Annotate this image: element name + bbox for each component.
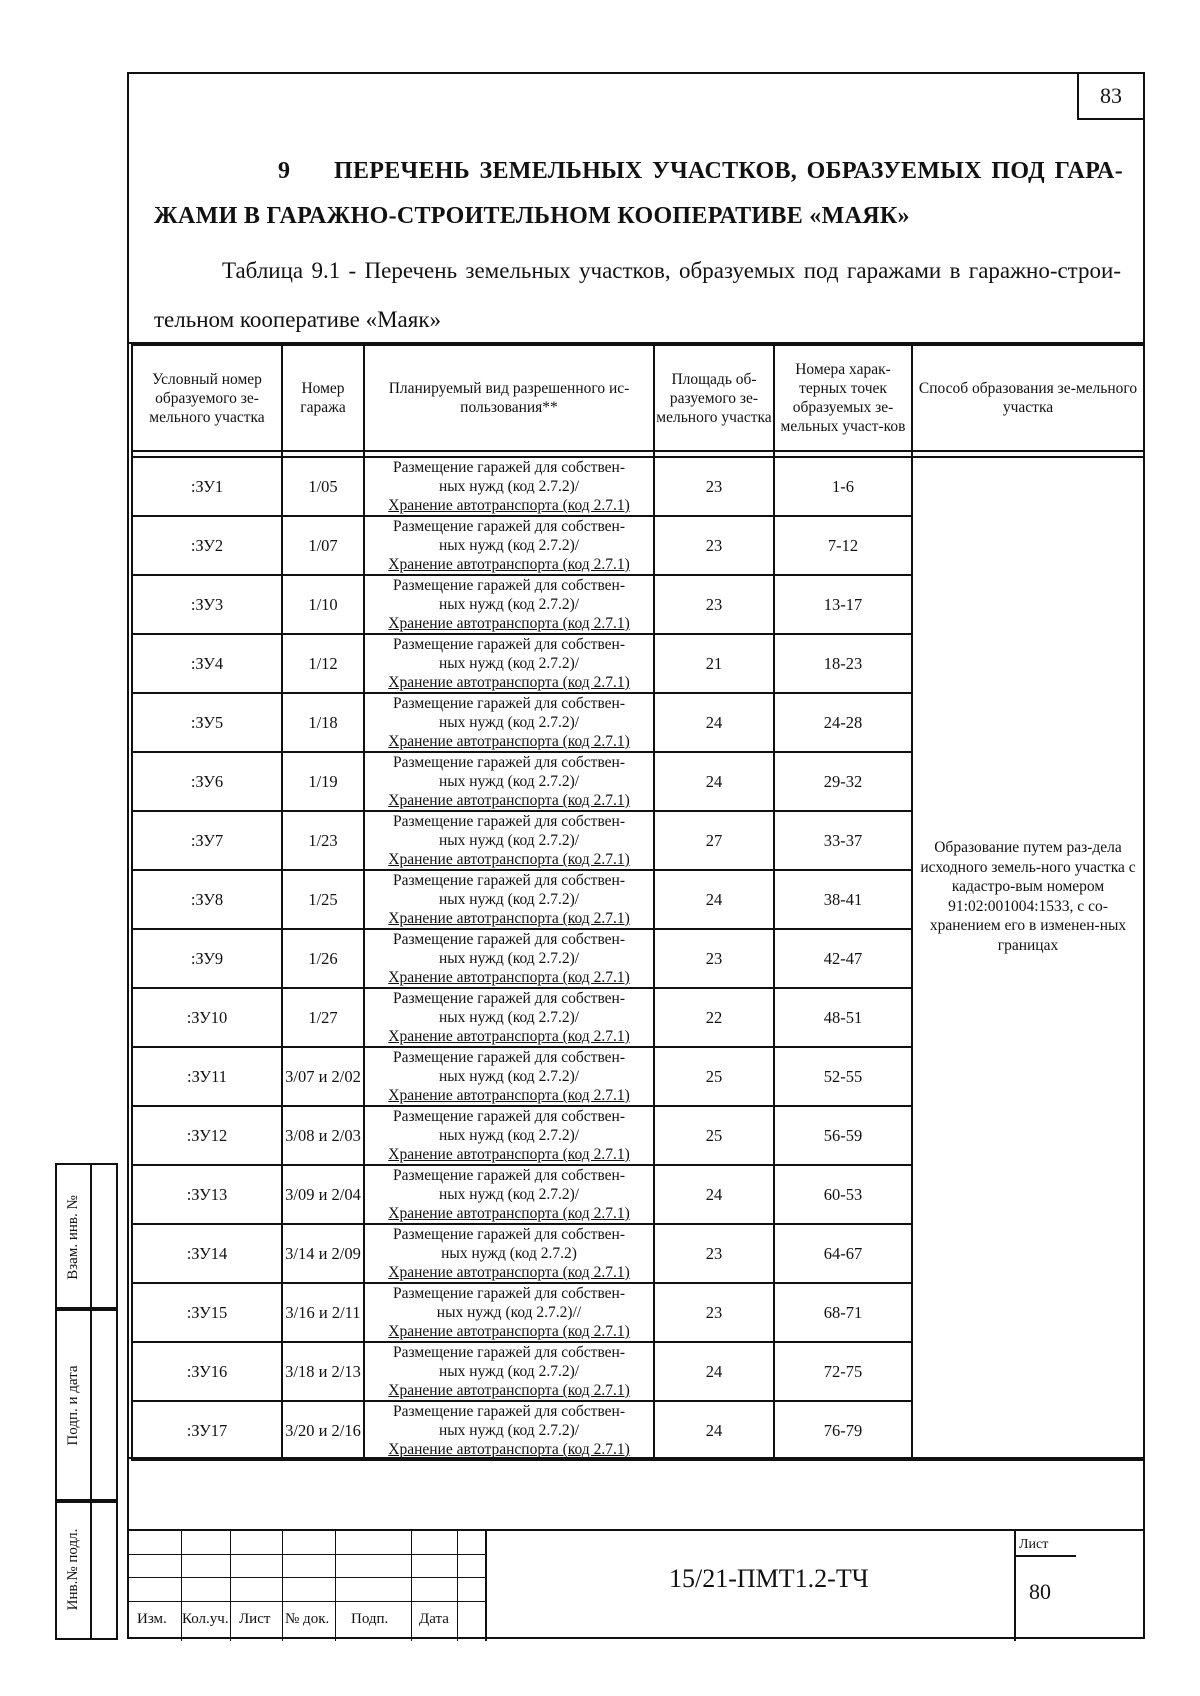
cell-area: 24 <box>654 1165 774 1224</box>
permitted-use-line: ных нужд (код 2.7.2)/ <box>438 714 580 731</box>
cell-plot-number: :ЗУ8 <box>132 870 282 929</box>
sheet-number: 80 <box>1029 1579 1051 1604</box>
permitted-use-line: Хранение автотранспорта (код 2.7.1) <box>388 674 630 691</box>
cell-characteristic-points: 24-28 <box>774 693 912 752</box>
section-title: ПЕРЕЧЕНЬ ЗЕМЕЛЬНЫХ УЧАСТКОВ, ОБРАЗУЕМЫХ ПОД ГАРА-ЖАМИ В ГАРАЖНО-СТРОИТЕЛЬНОМ КООПЕРАТИВЕ «МАЯК» <box>154 158 1123 229</box>
margin-label-cell <box>57 1503 92 1638</box>
cell-characteristic-points: 64-67 <box>774 1224 912 1283</box>
permitted-use-line: ных нужд (код 2.7.2)/ <box>438 1186 580 1203</box>
permitted-use-line: Размещение гаражей для собствен- <box>392 1403 626 1420</box>
permitted-use-line: Хранение автотранспорта (код 2.7.1) <box>388 1382 630 1399</box>
cell-area: 25 <box>654 1106 774 1165</box>
permitted-use-line: Хранение автотранспорта (код 2.7.1) <box>388 615 630 632</box>
margin-stamp-inventory <box>55 1501 118 1640</box>
cell-garage-number: 1/05 <box>282 457 364 516</box>
cell-garage-number: 3/16 и 2/11 <box>282 1283 364 1342</box>
cell-permitted-use <box>364 929 654 988</box>
stamp-label-date: Дата <box>419 1611 449 1627</box>
permitted-use-line: Хранение автотранспорта (код 2.7.1) <box>388 969 630 986</box>
cell-garage-number: 1/18 <box>282 693 364 752</box>
permitted-use-line: Размещение гаражей для собствен- <box>392 1226 626 1243</box>
cell-permitted-use <box>364 516 654 575</box>
permitted-use-line: ных нужд (код 2.7.2)/ <box>438 832 580 849</box>
cell-garage-number: 3/14 и 2/09 <box>282 1224 364 1283</box>
cell-permitted-use <box>364 575 654 634</box>
permitted-use-line: Хранение автотранспорта (код 2.7.1) <box>388 1087 630 1104</box>
stamp-col-line <box>282 1529 283 1641</box>
stamp-col-line <box>457 1529 458 1641</box>
cell-area: 23 <box>654 575 774 634</box>
cell-area: 23 <box>654 516 774 575</box>
section-number: 9 <box>278 158 291 184</box>
permitted-use-line: Размещение гаражей для собствен- <box>392 459 626 476</box>
stamp-col-line <box>230 1529 231 1641</box>
cell-permitted-use <box>364 457 654 516</box>
cell-characteristic-points: 56-59 <box>774 1106 912 1165</box>
cell-area: 24 <box>654 752 774 811</box>
cell-permitted-use <box>364 1283 654 1342</box>
permitted-use-line: Хранение автотранспорта (код 2.7.1) <box>388 497 630 514</box>
permitted-use-line: Хранение автотранспорта (код 2.7.1) <box>388 910 630 927</box>
cell-plot-number: :ЗУ10 <box>132 988 282 1047</box>
cell-plot-number: :ЗУ15 <box>132 1283 282 1342</box>
permitted-use-line: Хранение автотранспорта (код 2.7.1) <box>388 556 630 573</box>
stamp-col-line <box>485 1529 487 1641</box>
permitted-use-line: Хранение автотранспорта (код 2.7.1) <box>388 733 630 750</box>
stamp-row-line <box>129 1554 485 1555</box>
permitted-use-line: Размещение гаражей для собствен- <box>392 1344 626 1361</box>
margin-stamp-signature-date <box>55 1309 118 1501</box>
permitted-use-line: ных нужд (код 2.7.2)/ <box>438 891 580 908</box>
stamp-top-rule <box>129 1457 1143 1459</box>
permitted-use-line: Хранение автотранспорта (код 2.7.1) <box>388 1441 630 1458</box>
cell-permitted-use <box>364 1342 654 1401</box>
cell-plot-number: :ЗУ2 <box>132 516 282 575</box>
permitted-use-line: ных нужд (код 2.7.2)/ <box>438 950 580 967</box>
header-area: Площадь об-разуемого зе-мельного участка <box>654 345 774 451</box>
cell-characteristic-points: 60-53 <box>774 1165 912 1224</box>
cell-area: 24 <box>654 693 774 752</box>
permitted-use-line: Размещение гаражей для собствен- <box>392 754 626 771</box>
permitted-use-line: Размещение гаражей для собствен- <box>392 990 626 1007</box>
cell-garage-number: 1/26 <box>282 929 364 988</box>
sheet-box-rule <box>1016 1555 1076 1557</box>
header-formation-method: Способ образования зе-мельного участка <box>912 345 1144 451</box>
stamp-label-sheet: Лист <box>239 1611 271 1627</box>
cell-area: 23 <box>654 1224 774 1283</box>
sheet-label: Лист <box>1019 1537 1049 1552</box>
permitted-use-line: ных нужд (код 2.7.2)/ <box>438 773 580 790</box>
header-garage-number: Номер гаража <box>282 345 364 451</box>
cell-garage-number: 3/07 и 2/02 <box>282 1047 364 1106</box>
cell-plot-number: :ЗУ4 <box>132 634 282 693</box>
permitted-use-line: Размещение гаражей для собствен- <box>392 1049 626 1066</box>
stamp-label-count: Кол.уч. <box>182 1611 229 1627</box>
margin-label-inventory: Инв.№ подл. <box>65 1528 81 1611</box>
permitted-use-line: Размещение гаражей для собствен- <box>392 695 626 712</box>
cell-permitted-use <box>364 1224 654 1283</box>
table-caption: Таблица 9.1 - Перечень земельных участков, образуемых под гаражами в гаражно-строи-тельном кооперативе «Маяк» <box>154 258 1121 332</box>
permitted-use-line: Размещение гаражей для собствен- <box>392 577 626 594</box>
permitted-use-line: Размещение гаражей для собствен- <box>392 1167 626 1184</box>
cell-area: 27 <box>654 811 774 870</box>
cell-characteristic-points: 18-23 <box>774 634 912 693</box>
cell-plot-number: :ЗУ9 <box>132 929 282 988</box>
header-plot-number: Условный номер образуемого зе-мельного участка <box>132 345 282 451</box>
permitted-use-line: Хранение автотранспорта (код 2.7.1) <box>388 1146 630 1163</box>
cell-characteristic-points: 33-37 <box>774 811 912 870</box>
cell-area: 24 <box>654 1342 774 1401</box>
permitted-use-line: Размещение гаражей для собствен- <box>392 1285 626 1302</box>
stamp-col-line <box>335 1529 336 1641</box>
cell-plot-number: :ЗУ7 <box>132 811 282 870</box>
margin-stamp-replacement <box>55 1163 118 1309</box>
cell-characteristic-points: 29-32 <box>774 752 912 811</box>
cell-area: 24 <box>654 1401 774 1460</box>
stamp-label-doc-number: № док. <box>285 1611 330 1627</box>
cell-characteristic-points: 13-17 <box>774 575 912 634</box>
cell-characteristic-points: 68-71 <box>774 1283 912 1342</box>
cell-garage-number: 1/07 <box>282 516 364 575</box>
cell-characteristic-points: 42-47 <box>774 929 912 988</box>
cell-area: 22 <box>654 988 774 1047</box>
stamp-row-line <box>129 1577 485 1578</box>
stamp-label-change: Изм. <box>137 1611 167 1627</box>
cell-plot-number: :ЗУ17 <box>132 1401 282 1460</box>
cell-area: 21 <box>654 634 774 693</box>
cell-characteristic-points: 52-55 <box>774 1047 912 1106</box>
permitted-use-line: ных нужд (код 2.7.2)// <box>436 1304 582 1321</box>
permitted-use-line: Размещение гаражей для собствен- <box>392 636 626 653</box>
table-body <box>132 451 1144 1460</box>
cell-plot-number: :ЗУ13 <box>132 1165 282 1224</box>
cell-plot-number: :ЗУ16 <box>132 1342 282 1401</box>
permitted-use-line: ных нужд (код 2.7.2)/ <box>438 1009 580 1026</box>
permitted-use-line: Хранение автотранспорта (код 2.7.1) <box>388 1028 630 1045</box>
permitted-use-line: ных нужд (код 2.7.2)/ <box>438 537 580 554</box>
permitted-use-line: Размещение гаражей для собствен- <box>392 931 626 948</box>
land-plots-table <box>131 344 1145 1461</box>
page-frame <box>127 72 1145 1639</box>
cell-permitted-use <box>364 634 654 693</box>
cell-characteristic-points: 38-41 <box>774 870 912 929</box>
table-row <box>132 457 1144 516</box>
cell-garage-number: 1/27 <box>282 988 364 1047</box>
page-number: 83 <box>1077 72 1145 120</box>
permitted-use-line: Хранение автотранспорта (код 2.7.1) <box>388 792 630 809</box>
permitted-use-line: ных нужд (код 2.7.2) <box>441 1245 577 1262</box>
permitted-use-line: ных нужд (код 2.7.2)/ <box>438 1127 580 1144</box>
cell-garage-number: 1/12 <box>282 634 364 693</box>
cell-plot-number: :ЗУ5 <box>132 693 282 752</box>
cell-characteristic-points: 48-51 <box>774 988 912 1047</box>
cell-garage-number: 1/25 <box>282 870 364 929</box>
cell-plot-number: :ЗУ3 <box>132 575 282 634</box>
cell-area: 23 <box>654 457 774 516</box>
cell-permitted-use <box>364 988 654 1047</box>
cell-area: 23 <box>654 1283 774 1342</box>
permitted-use-line: ных нужд (код 2.7.2)/ <box>438 596 580 613</box>
cell-garage-number: 3/20 и 2/16 <box>282 1401 364 1460</box>
permitted-use-line: Хранение автотранспорта (код 2.7.1) <box>388 1323 630 1340</box>
cell-permitted-use <box>364 811 654 870</box>
cell-characteristic-points: 72-75 <box>774 1342 912 1401</box>
cell-permitted-use <box>364 693 654 752</box>
cell-permitted-use <box>364 1165 654 1224</box>
permitted-use-line: ных нужд (код 2.7.2)/ <box>438 1363 580 1380</box>
section-heading <box>154 149 1123 239</box>
cell-permitted-use <box>364 1047 654 1106</box>
header-permitted-use: Планируемый вид разрешенного ис-пользования** <box>364 345 654 451</box>
permitted-use-line: Размещение гаражей для собствен- <box>392 518 626 535</box>
cell-garage-number: 1/19 <box>282 752 364 811</box>
cell-garage-number: 1/10 <box>282 575 364 634</box>
permitted-use-line: Размещение гаражей для собствен- <box>392 813 626 830</box>
permitted-use-line: Размещение гаражей для собствен- <box>392 1108 626 1125</box>
cell-plot-number: :ЗУ1 <box>132 457 282 516</box>
permitted-use-line: Размещение гаражей для собствен- <box>392 872 626 889</box>
permitted-use-line: ных нужд (код 2.7.2)/ <box>438 478 580 495</box>
permitted-use-line: Хранение автотранспорта (код 2.7.1) <box>388 1264 630 1281</box>
header-characteristic-points: Номера харак-терных точек образуемых зе-мельных участ-ков <box>774 345 912 451</box>
cell-permitted-use <box>364 1401 654 1460</box>
cell-permitted-use <box>364 870 654 929</box>
cell-plot-number: :ЗУ12 <box>132 1106 282 1165</box>
cell-area: 24 <box>654 870 774 929</box>
margin-label-cell <box>57 1165 92 1307</box>
cell-permitted-use <box>364 1106 654 1165</box>
permitted-use-line: ных нужд (код 2.7.2)/ <box>438 1068 580 1085</box>
cell-plot-number: :ЗУ6 <box>132 752 282 811</box>
cell-plot-number: :ЗУ11 <box>132 1047 282 1106</box>
cell-area: 25 <box>654 1047 774 1106</box>
cell-garage-number: 1/23 <box>282 811 364 870</box>
stamp-col-line <box>411 1529 412 1641</box>
margin-label-replacement: Взам. инв. № <box>65 1195 81 1280</box>
permitted-use-line: Хранение автотранспорта (код 2.7.1) <box>388 1205 630 1222</box>
cell-garage-number: 3/18 и 2/13 <box>282 1342 364 1401</box>
stamp-label-signature: Подп. <box>351 1611 389 1627</box>
permitted-use-line: ных нужд (код 2.7.2)/ <box>438 655 580 672</box>
cell-formation-method: Образование путем раз-дела исходного земель-ного участка с кадастро-вым номером 91:02:001004:1533, с со-хранением его в изменен-ных границах <box>912 457 1144 1460</box>
permitted-use-line: Хранение автотранспорта (код 2.7.1) <box>388 851 630 868</box>
margin-label-cell <box>57 1311 92 1499</box>
cell-characteristic-points: 76-79 <box>774 1401 912 1460</box>
cell-characteristic-points: 7-12 <box>774 516 912 575</box>
margin-label-signature-date: Подп. и дата <box>65 1365 81 1446</box>
stamp-row-line <box>129 1601 485 1602</box>
cell-garage-number: 3/09 и 2/04 <box>282 1165 364 1224</box>
table-header-row <box>132 345 1144 451</box>
permitted-use-line: ных нужд (код 2.7.2)/ <box>438 1422 580 1439</box>
cell-characteristic-points: 1-6 <box>774 457 912 516</box>
document-code: 15/21-ПМТ1.2-ТЧ <box>669 1564 869 1593</box>
cell-garage-number: 3/08 и 2/03 <box>282 1106 364 1165</box>
cell-plot-number: :ЗУ14 <box>132 1224 282 1283</box>
cell-permitted-use <box>364 752 654 811</box>
cell-area: 23 <box>654 929 774 988</box>
